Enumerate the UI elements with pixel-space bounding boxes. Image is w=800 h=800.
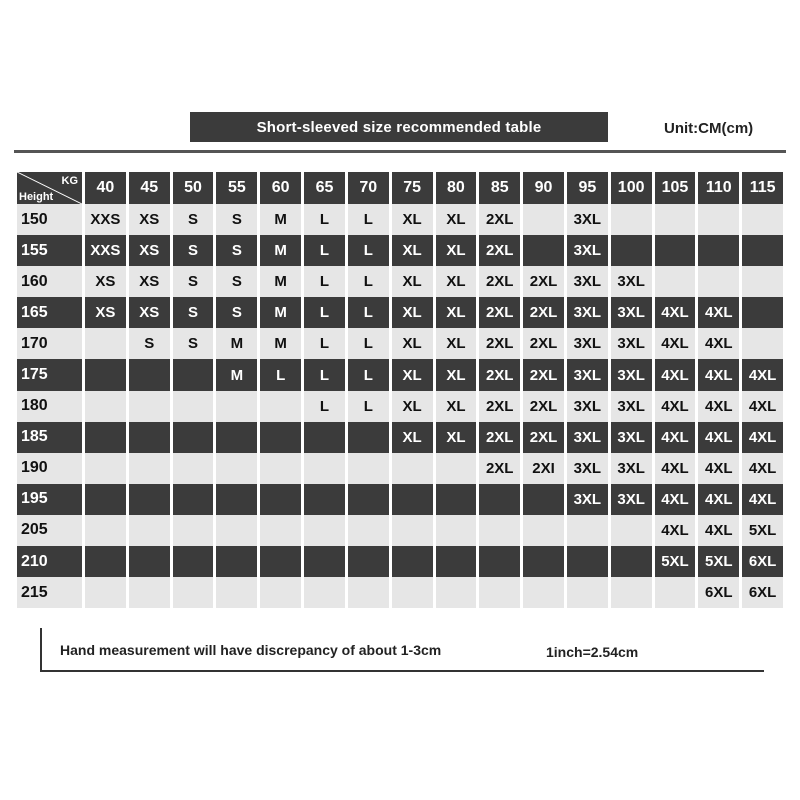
kg-label: KG: [61, 175, 78, 187]
size-cell: [611, 204, 652, 235]
size-cell: M: [260, 204, 301, 235]
size-cell: [567, 515, 608, 546]
size-cell: 2XL: [523, 359, 564, 390]
size-cell: S: [129, 328, 170, 359]
size-cell: L: [348, 204, 389, 235]
size-cell: [85, 577, 126, 608]
table-row: [17, 453, 783, 484]
size-cell: M: [260, 266, 301, 297]
size-cell: 4XL: [655, 359, 696, 390]
size-cell: [392, 577, 433, 608]
table-row: [17, 235, 783, 266]
size-cell: [173, 577, 214, 608]
height-cell: 155: [17, 235, 82, 266]
size-cell: L: [304, 235, 345, 266]
size-cell: M: [216, 328, 257, 359]
size-cell: 3XL: [567, 204, 608, 235]
weight-header-cell: 60: [260, 172, 301, 204]
size-cell: 2XL: [479, 204, 520, 235]
size-cell: L: [348, 266, 389, 297]
size-cell: 2XL: [523, 422, 564, 453]
size-cell: 5XL: [742, 515, 783, 546]
table-row: [17, 328, 783, 359]
size-cell: XS: [85, 297, 126, 328]
size-cell: 3XL: [567, 266, 608, 297]
size-cell: L: [304, 297, 345, 328]
size-cell: 2XI: [523, 453, 564, 484]
size-cell: 3XL: [567, 422, 608, 453]
size-cell: L: [304, 204, 345, 235]
size-cell: 3XL: [611, 266, 652, 297]
size-cell: [216, 577, 257, 608]
size-cell: [129, 515, 170, 546]
size-cell: L: [348, 297, 389, 328]
size-cell: [742, 297, 783, 328]
size-cell: [392, 515, 433, 546]
table-row: [17, 577, 783, 608]
size-cell: [129, 546, 170, 577]
weight-header-cell: 100: [611, 172, 652, 204]
size-cell: [742, 266, 783, 297]
size-cell: 5XL: [698, 546, 739, 577]
size-cell: [567, 546, 608, 577]
size-cell: [173, 422, 214, 453]
size-cell: L: [304, 328, 345, 359]
size-cell: 4XL: [698, 453, 739, 484]
size-cell: M: [260, 235, 301, 266]
size-cell: L: [304, 391, 345, 422]
size-cell: [129, 422, 170, 453]
size-cell: 3XL: [611, 391, 652, 422]
size-cell: [304, 484, 345, 515]
size-cell: [216, 515, 257, 546]
size-cell: M: [260, 297, 301, 328]
size-cell: [173, 359, 214, 390]
height-label: Height: [19, 191, 54, 203]
size-cell: 3XL: [611, 328, 652, 359]
height-cell: 205: [17, 515, 82, 546]
size-cell: 6XL: [742, 577, 783, 608]
size-cell: 2XL: [479, 359, 520, 390]
size-cell: 5XL: [655, 546, 696, 577]
size-cell: XL: [436, 328, 477, 359]
height-cell: 160: [17, 266, 82, 297]
size-cell: [129, 391, 170, 422]
size-cell: [85, 546, 126, 577]
size-cell: [567, 577, 608, 608]
unit-label: Unit:CM(cm): [664, 120, 754, 137]
size-cell: [173, 484, 214, 515]
size-cell: [523, 577, 564, 608]
size-cell: [436, 515, 477, 546]
size-cell: 3XL: [567, 328, 608, 359]
size-cell: XS: [129, 235, 170, 266]
size-cell: 4XL: [655, 297, 696, 328]
size-cell: [304, 577, 345, 608]
size-cell: 4XL: [698, 328, 739, 359]
size-cell: S: [216, 266, 257, 297]
size-cell: [85, 328, 126, 359]
size-cell: [260, 577, 301, 608]
table-body: [17, 204, 783, 608]
size-cell: XS: [85, 266, 126, 297]
size-cell: 2XL: [479, 422, 520, 453]
size-cell: [173, 453, 214, 484]
size-cell: 3XL: [567, 484, 608, 515]
size-cell: 3XL: [611, 453, 652, 484]
size-cell: 2XL: [479, 235, 520, 266]
size-cell: 2XL: [523, 391, 564, 422]
size-cell: [85, 422, 126, 453]
size-cell: [260, 546, 301, 577]
weight-header-cell: 65: [304, 172, 345, 204]
size-cell: 4XL: [742, 453, 783, 484]
size-cell: [304, 453, 345, 484]
size-cell: 4XL: [742, 391, 783, 422]
size-cell: XL: [392, 235, 433, 266]
table-row: [17, 515, 783, 546]
size-cell: [260, 391, 301, 422]
size-cell: [698, 204, 739, 235]
size-cell: [655, 204, 696, 235]
size-cell: [742, 328, 783, 359]
size-cell: [85, 453, 126, 484]
size-cell: [392, 546, 433, 577]
size-cell: [85, 484, 126, 515]
height-cell: 170: [17, 328, 82, 359]
size-cell: [611, 235, 652, 266]
size-cell: [436, 577, 477, 608]
size-cell: L: [348, 391, 389, 422]
size-cell: 4XL: [698, 484, 739, 515]
size-cell: [173, 515, 214, 546]
size-cell: [260, 453, 301, 484]
size-cell: 2XL: [523, 297, 564, 328]
height-cell: 190: [17, 453, 82, 484]
size-cell: XS: [129, 266, 170, 297]
size-cell: [85, 391, 126, 422]
size-cell: [436, 453, 477, 484]
size-cell: 4XL: [655, 328, 696, 359]
size-cell: [348, 453, 389, 484]
table-row: [17, 484, 783, 515]
height-cell: 185: [17, 422, 82, 453]
size-cell: 4XL: [698, 359, 739, 390]
weight-header-cell: 55: [216, 172, 257, 204]
size-cell: 4XL: [655, 422, 696, 453]
size-cell: L: [304, 266, 345, 297]
weight-header-cell: 105: [655, 172, 696, 204]
size-cell: [523, 546, 564, 577]
size-cell: [698, 235, 739, 266]
size-cell: XL: [392, 422, 433, 453]
size-cell: [85, 515, 126, 546]
size-cell: 4XL: [655, 453, 696, 484]
weight-header-cell: 45: [129, 172, 170, 204]
weight-header-cell: 85: [479, 172, 520, 204]
size-cell: XL: [392, 359, 433, 390]
size-cell: [523, 515, 564, 546]
size-cell: [304, 546, 345, 577]
size-cell: [129, 359, 170, 390]
size-cell: 2XL: [479, 297, 520, 328]
size-cell: XL: [392, 204, 433, 235]
size-cell: [216, 391, 257, 422]
size-cell: S: [173, 328, 214, 359]
corner-header-cell: [17, 172, 82, 204]
size-cell: [260, 484, 301, 515]
size-table: [14, 172, 786, 608]
size-cell: 3XL: [567, 391, 608, 422]
table-row: [17, 359, 783, 390]
measurement-note: Hand measurement will have discrepancy of about 1-3cm: [60, 642, 442, 658]
size-cell: [523, 204, 564, 235]
table-row: [17, 391, 783, 422]
size-cell: [348, 422, 389, 453]
size-cell: [348, 546, 389, 577]
table-row: [17, 297, 783, 328]
size-cell: L: [304, 359, 345, 390]
size-cell: 4XL: [655, 391, 696, 422]
size-cell: L: [348, 235, 389, 266]
size-cell: 6XL: [742, 546, 783, 577]
size-cell: [392, 484, 433, 515]
size-cell: XL: [436, 359, 477, 390]
size-cell: [523, 484, 564, 515]
size-cell: [655, 266, 696, 297]
weight-header-cell: 40: [85, 172, 126, 204]
size-cell: XL: [436, 266, 477, 297]
size-cell: XL: [392, 391, 433, 422]
size-cell: 3XL: [567, 235, 608, 266]
size-cell: [523, 235, 564, 266]
size-cell: [655, 577, 696, 608]
weight-header-cell: 90: [523, 172, 564, 204]
weight-header-cell: 95: [567, 172, 608, 204]
note-box-bottom-rule: [40, 670, 764, 672]
size-cell: XL: [436, 391, 477, 422]
size-cell: [216, 546, 257, 577]
size-cell: 4XL: [742, 484, 783, 515]
size-cell: XL: [392, 297, 433, 328]
size-cell: [304, 422, 345, 453]
size-cell: 4XL: [655, 515, 696, 546]
size-cell: 2XL: [523, 266, 564, 297]
size-cell: 2XL: [523, 328, 564, 359]
weight-header-cell: 75: [392, 172, 433, 204]
size-cell: 3XL: [567, 359, 608, 390]
size-cell: 4XL: [742, 359, 783, 390]
size-cell: S: [173, 235, 214, 266]
note-box-left-rule: [40, 628, 42, 672]
size-cell: [698, 266, 739, 297]
size-cell: 2XL: [479, 266, 520, 297]
note-box: [40, 628, 764, 672]
inch-conversion: 1inch=2.54cm: [546, 644, 639, 660]
size-cell: 2XL: [479, 391, 520, 422]
size-cell: 4XL: [698, 391, 739, 422]
weight-header-cell: 70: [348, 172, 389, 204]
height-cell: 210: [17, 546, 82, 577]
size-cell: [611, 577, 652, 608]
size-cell: S: [173, 297, 214, 328]
size-cell: [216, 453, 257, 484]
size-cell: 4XL: [698, 297, 739, 328]
height-cell: 180: [17, 391, 82, 422]
size-cell: M: [216, 359, 257, 390]
height-cell: 175: [17, 359, 82, 390]
size-cell: XS: [129, 204, 170, 235]
weight-header-row: [17, 172, 783, 204]
size-cell: S: [173, 266, 214, 297]
size-cell: S: [216, 235, 257, 266]
size-cell: [348, 515, 389, 546]
size-cell: L: [260, 359, 301, 390]
size-cell: 3XL: [567, 297, 608, 328]
size-cell: 4XL: [742, 422, 783, 453]
size-cell: 6XL: [698, 577, 739, 608]
size-cell: S: [216, 204, 257, 235]
top-divider: [14, 150, 786, 153]
weight-header-cell: 80: [436, 172, 477, 204]
size-cell: 3XL: [611, 422, 652, 453]
table-row: [17, 422, 783, 453]
size-cell: [611, 546, 652, 577]
size-cell: [304, 515, 345, 546]
size-cell: [479, 484, 520, 515]
size-cell: [129, 453, 170, 484]
table-title: Short-sleeved size recommended table: [256, 118, 542, 136]
table-row: [17, 266, 783, 297]
size-cell: [216, 422, 257, 453]
size-cell: 3XL: [611, 297, 652, 328]
size-cell: [173, 391, 214, 422]
size-cell: S: [216, 297, 257, 328]
size-cell: [173, 546, 214, 577]
size-cell: 3XL: [611, 484, 652, 515]
size-cell: [129, 577, 170, 608]
size-cell: XXS: [85, 204, 126, 235]
size-cell: XL: [436, 204, 477, 235]
height-cell: 215: [17, 577, 82, 608]
size-cell: 4XL: [655, 484, 696, 515]
weight-header-cell: 110: [698, 172, 739, 204]
size-cell: [611, 515, 652, 546]
size-cell: [655, 235, 696, 266]
size-cell: [129, 484, 170, 515]
size-cell: 3XL: [567, 453, 608, 484]
size-cell: [392, 453, 433, 484]
size-cell: 2XL: [479, 328, 520, 359]
table-row: [17, 204, 783, 235]
size-cell: [479, 577, 520, 608]
size-cell: [260, 422, 301, 453]
size-cell: [348, 484, 389, 515]
size-cell: [742, 204, 783, 235]
size-cell: [436, 484, 477, 515]
size-cell: 4XL: [698, 515, 739, 546]
size-cell: XL: [436, 235, 477, 266]
size-cell: XL: [436, 297, 477, 328]
size-cell: [479, 546, 520, 577]
height-cell: 165: [17, 297, 82, 328]
size-cell: 3XL: [611, 359, 652, 390]
size-cell: [216, 484, 257, 515]
size-cell: XL: [436, 422, 477, 453]
size-cell: 4XL: [698, 422, 739, 453]
size-cell: M: [260, 328, 301, 359]
size-cell: XXS: [85, 235, 126, 266]
size-cell: L: [348, 328, 389, 359]
size-cell: [436, 546, 477, 577]
size-cell: XL: [392, 266, 433, 297]
size-cell: [742, 235, 783, 266]
size-cell: [260, 515, 301, 546]
size-cell: L: [348, 359, 389, 390]
table-row: [17, 546, 783, 577]
size-cell: [479, 515, 520, 546]
weight-header-cell: 115: [742, 172, 783, 204]
size-cell: [85, 359, 126, 390]
height-cell: 150: [17, 204, 82, 235]
size-cell: XS: [129, 297, 170, 328]
weight-header-cell: 50: [173, 172, 214, 204]
size-cell: XL: [392, 328, 433, 359]
size-cell: S: [173, 204, 214, 235]
height-cell: 195: [17, 484, 82, 515]
table-title-banner: [190, 112, 608, 142]
size-cell: [348, 577, 389, 608]
size-cell: 2XL: [479, 453, 520, 484]
